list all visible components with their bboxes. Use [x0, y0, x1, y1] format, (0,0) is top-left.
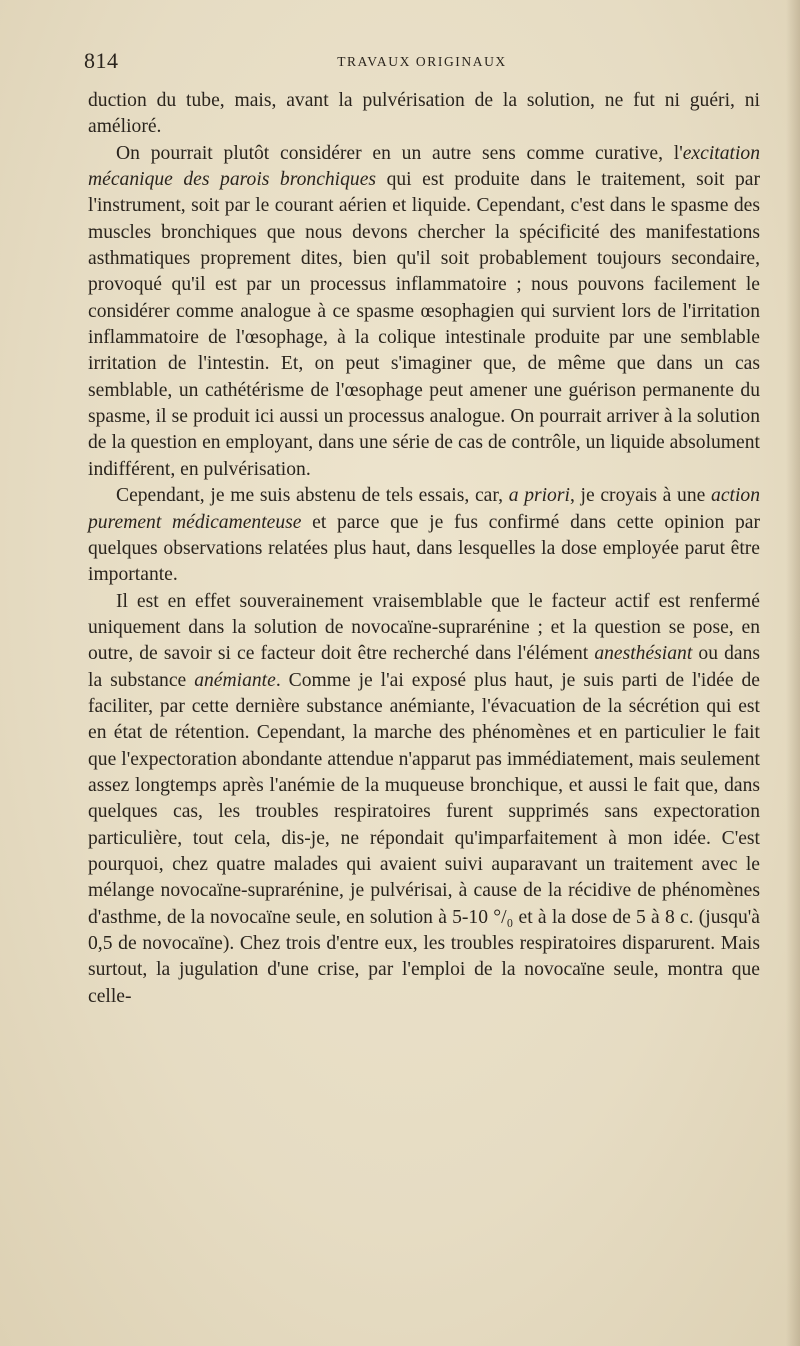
- text-segment: et parce que je fus confirmé dans cette opinion par quelques observations relatées plus haut, dans lesquelles la dose employée parut être importante.: [88, 511, 760, 586]
- page-header: [84, 48, 760, 78]
- text-segment: , je croyais à une: [569, 485, 712, 507]
- paragraph-3: [88, 589, 760, 1011]
- italic-phrase: anesthésiant: [594, 643, 693, 665]
- text-segment: . Comme je l'ai exposé plus haut, je suis parti de l'idée de faciliter, par cette dernière substance anémiante, l'évacuation de la sécrétion qui est en état de rétention. Cependant, la marche des phénomènes et en particulier le fait que l'expectoration abondante attendue n'apparut pas immédiatement, mais seulement assez longtemps après l'anémie de la muqueuse bronchique, et aussi le fait que, dans quelques cas, les troubles respiratoires furent supprimés sans expectoration particulière, tout cela, dis-je, ne répondait qu'imparfaitement à mon idée. C'est pourquoi, chez quatre malades qui avaient suivi auparavant un traitement avec le mélange novocaïne-suprarénine, je pulvérisai, à cause de la récidive de phénomènes d'asthme, de la novocaïne seule, en solution à 5-10 °/₀ et à la dose de 5 à 8 c. (jusqu'à 0,5 de novocaïne). Chez trois d'entre eux, les troubles respiratoires disparurent. Mais surtout, la jugulation d'une crise, par l'emploi de la novocaïne seule, montra que celle-: [88, 669, 760, 1007]
- running-title: TRAVAUX ORIGINAUX: [337, 54, 507, 69]
- text-segment: On pourrait plutôt considérer en un autre sens comme curative, l': [116, 142, 683, 164]
- italic-phrase: excitation mécanique des parois bronchiques: [88, 142, 760, 191]
- text-segment: ou dans la substance: [88, 643, 760, 691]
- text-segment: Il est en effet souverainement vraisemblable que le facteur actif est renfermé uniquement dans la solution de novocaïne-suprarénine ; et la question se pose, en outre, de savoir si ce facteur doit être recherché dans l'élément: [88, 590, 760, 665]
- italic-phrase: a priori: [508, 485, 570, 507]
- text-segment: Cependant, je me suis abstenu de tels essais, car,: [116, 485, 509, 507]
- page-number: 814: [84, 48, 119, 73]
- body-text: [88, 88, 760, 1010]
- text-segment: duction du tube, mais, avant la pulvérisation de la solution, ne fut ni guéri, ni amélioré.: [88, 90, 760, 138]
- paragraph-2: [88, 483, 760, 588]
- text-segment: qui est produite dans le traitement, soit par l'instrument, soit par le courant aérien et liquide. Cependant, c'est dans le spasme des muscles bronchiques que nous devons chercher la spécificité des manifestations asthmatiques proprement dites, bien qu'il soit probablement toujours secondaire, provoqué qu'il est par un processus inflammatoire ; nous pouvons facilement le considérer comme analogue à ce spasme œsophagien qui survient lors de l'irritation inflammatoire de l'œsophage, à la colique intestinale produite par une semblable irritation de l'intestin. Et, on peut s'imaginer que, de même que dans un cas semblable, un cathétérisme de l'œsophage peut amener une guérison permanente du spasme, il se produit ici aussi un processus analogue. On pourrait arriver à la solution de la question en employant, dans une série de cas de contrôle, un liquide absolument indifférent, en pulvérisation.: [88, 169, 760, 480]
- paragraph-0: [88, 88, 760, 141]
- page-edge-shadow: [786, 0, 800, 1346]
- paragraph-1: [88, 141, 760, 483]
- italic-phrase: action purement médicamenteuse: [88, 485, 760, 533]
- italic-phrase: anémiante: [194, 669, 276, 691]
